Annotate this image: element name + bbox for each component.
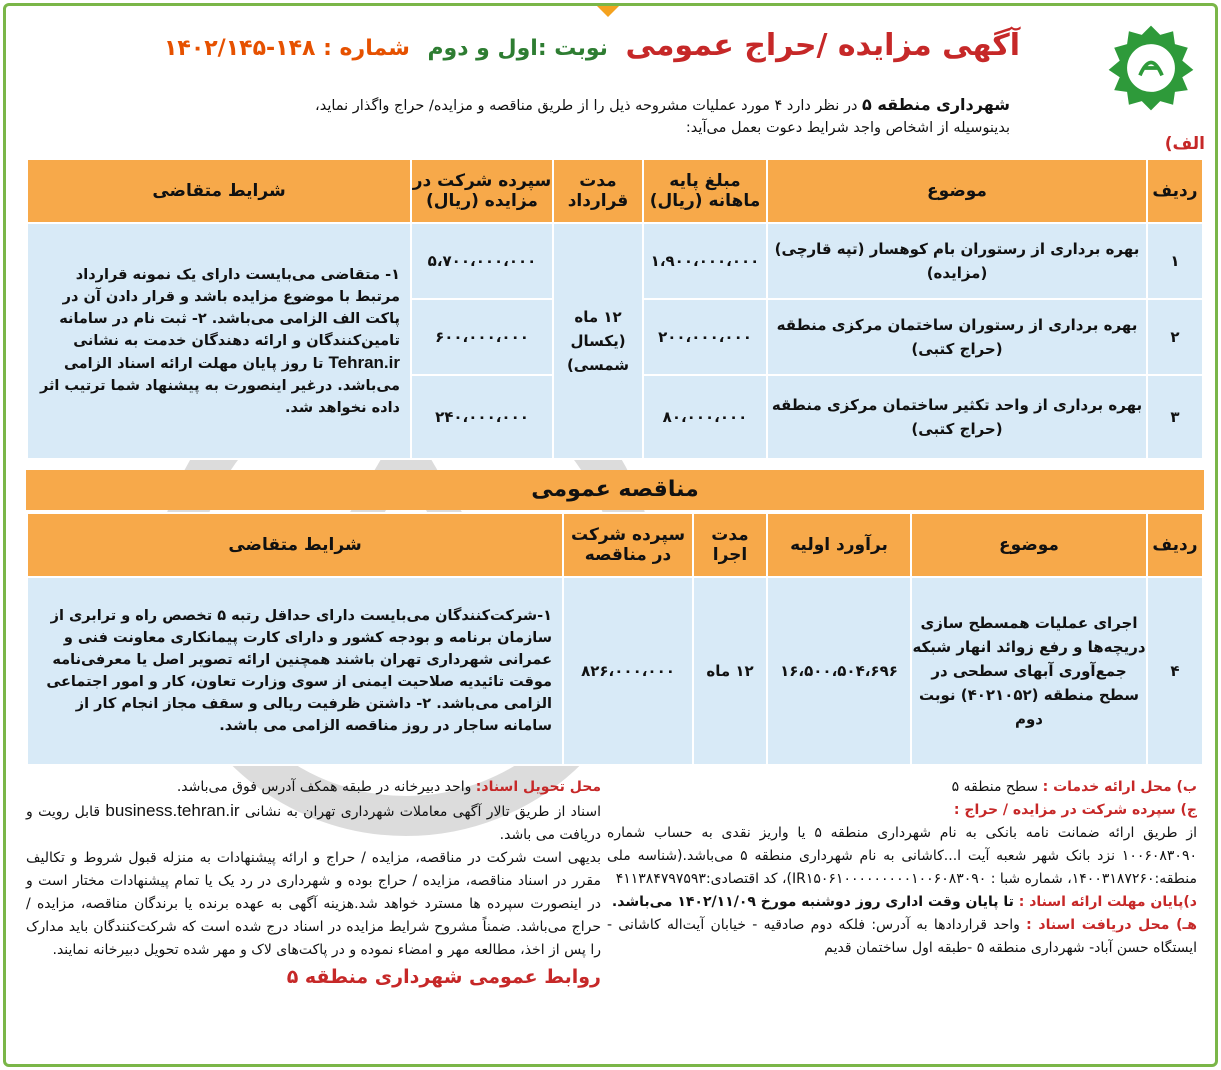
header-conditions: شرایط متقاضی — [27, 513, 563, 577]
row-base-price: ۲۰۰،۰۰۰،۰۰۰ — [643, 299, 767, 375]
service-location-label: ب) محل ارائه خدمات : — [1042, 779, 1197, 795]
docs-delivery-text: واحد دبیرخانه در طبقه همکف آدرس فوق می‌باشد. — [176, 779, 476, 795]
header-row-no: ردیف — [1147, 159, 1203, 223]
header-base-price: مبلغ پایه ماهانه (ریال) — [643, 159, 767, 223]
ad-title-row — [164, 28, 1020, 63]
header-deposit: سپرده شرکت در مناقصه — [563, 513, 693, 577]
deposit-label: ج) سپرده شرکت در مزایده / حراج : — [953, 802, 1197, 818]
details-right-column — [607, 776, 1197, 960]
auction-header-row — [27, 159, 1203, 223]
condition-1: ۱- متقاضی می‌بایست دارای یک نمونه قرارداد مرتبط با موضوع مزایده باشد و قرار دادن آن در پاکت الف الزامی می‌باشد. — [62, 266, 400, 327]
deadline-label: د)پایان مهلت ارائه اسناد : — [1013, 894, 1197, 910]
row-deposit: ۵،۷۰۰،۰۰۰،۰۰۰ — [411, 223, 553, 299]
header-deposit: سپرده شرکت در مزایده (ریال) — [411, 159, 553, 223]
tender-table — [26, 512, 1204, 766]
ad-number: شماره : ۱۴۸-۱۴۰۲/۱۴۵ — [163, 36, 410, 61]
deposit-text: از طریق ارائه ضمانت نامه بانکی به نام شهرداری منطقه ۵ یا واریز نقدی به حساب شماره ۱۰۰۶۰۸۳۰۹۰ نزد بانک شهر شعبه آیت ا...کاشانی به نام شهرداری منطقه ۵ می‌باشد.(شناسه ملی منطقه:۱۴۰۰۳۱۸۷۲۶۰، شماره شبا : IR۱۵۰۶۱۰۰۰۰۰۰۰۰۰۱۰۰۶۰۸۳۰۹۰)، کد اقتصادی:۴۱۱۳۸۴۷۹۷۵۹۳ — [607, 825, 1197, 887]
row-number: ۱ — [1147, 223, 1203, 299]
header-subject: موضوع — [767, 159, 1147, 223]
tehran-municipality-logo — [1105, 22, 1197, 114]
ad-round: نوبت :اول و دوم — [427, 36, 608, 61]
docs-access-text-end: قابل رویت و دریافت می باشد. — [26, 804, 601, 843]
header-conditions: شرایط متقاضی — [27, 159, 411, 223]
row-subject: اجرای عملیات همسطح سازی دریچه‌ها و رفع زوائد انهار شبکه جمع‌آوری آبهای سطحی در سطح منطقه (۴۰۲۱۰۵۲) نوبت دوم — [911, 577, 1147, 765]
row-number: ۲ — [1147, 299, 1203, 375]
tender-conditions: ۱-شرکت‌کنندگان می‌بایست دارای حداقل رتبه ۵ تخصص راه و ترابری از سازمان برنامه و بودجه کشور و دارای کارت پیمانکاری معاونت فنی و عمرانی شهرداری تهران باشند همچنین ارائه تصویر اصل یا معرفی‌نامه موقت تائیدیه صلاحیت ایمنی از سوی وزارت تعاون، کار و امور اجتماعی الزامی می‌باشد. ۲- داشتن ظرفیت ریالی و سقف مجاز انجام کار از سامانه ساجار در روز مناقصه الزامی می باشد. — [27, 577, 563, 765]
header-estimate: برآورد اولیه — [767, 513, 911, 577]
header-duration: مدت قرارداد — [553, 159, 643, 223]
intro-line-2: بدینوسیله از اشخاص واجد شرایط دعوت بعمل می‌آید: — [685, 120, 1010, 136]
docs-delivery-label: محل تحویل اسناد: — [475, 779, 601, 795]
terms-text: بدیهی است شرکت در مناقصه، مزایده / حراج و ارائه پیشنهادات به منزله قبول شروط و تکالیف مقرر در اسناد مناقصه، مزایده / حراج بوده و شهرداری در رد یک یا تمام پیشنهادات مختار است و در اینصورت سپرده ها مسترد خواهد شد.هزینه آگهی به عهده برنده یا برندگان مناقصه، مزایده / حراج می‌باشد. ضمناً مشروح شرایط مزایده در اسناد درج شده است که شرکت‌کنندگان باید مدارک را پس از اخذ، مطالعه مهر و امضاء نموده و در پاکت‌های لاک و مهر شده تحویل دبیرخانه نمایند. — [26, 850, 601, 958]
ad-title: آگهی مزایده /حراج عمومی — [625, 28, 1020, 63]
service-location-text: سطح منطقه ۵ — [951, 779, 1043, 795]
row-number: ۴ — [1147, 577, 1203, 765]
docs-access-text: اسناد از طریق تالار آگهی معاملات شهرداری تهران به نشانی — [239, 804, 602, 820]
docs-receipt-text: واحد قراردادها به آدرس: فلکه دوم صادقیه - خیابان آیت‌اله کاشانی - ایستگاه حسن آباد- شهرداری منطقه ۵ -طبقه اول ساختمان قدیم — [607, 917, 1197, 956]
row-deposit: ۸۲۶،۰۰۰،۰۰۰ — [563, 577, 693, 765]
intro-line-1: در نظر دارد ۴ مورد عملیات مشروحه ذیل را از طریق مناقصه و مزایده/ حراج واگذار نماید، — [315, 98, 863, 114]
auction-conditions — [27, 223, 411, 459]
public-relations-footer: روابط عمومی شهرداری منطقه ۵ — [286, 966, 601, 988]
intro-text — [190, 94, 1010, 139]
row-subject: بهره برداری از رستوران ساختمان مرکزی منطقه (حراج کتبی) — [767, 299, 1147, 375]
ad-frame — [3, 3, 1218, 1067]
condition-2: ۲- ثبت نام در سامانه تامین‌کنندگان و ارائه دهندگان خدمت به نشانی — [59, 310, 400, 349]
row-number: ۳ — [1147, 375, 1203, 459]
section-alef-label: الف) — [1164, 134, 1205, 154]
header-duration: مدت اجرا — [693, 513, 767, 577]
row-duration: ۱۲ ماه — [693, 577, 767, 765]
details-left-column — [26, 776, 601, 989]
row-subject: بهره برداری از رستوران بام کوهسار (تپه قارچی) (مزایده) — [767, 223, 1147, 299]
top-notch-marker — [594, 3, 622, 17]
issuer-name: شهرداری منطقه ۵ — [862, 95, 1010, 114]
row-base-price: ۸۰،۰۰۰،۰۰۰ — [643, 375, 767, 459]
header-row-no: ردیف — [1147, 513, 1203, 577]
deadline-text: تا پایان وقت اداری روز دوشنبه مورخ ۱۴۰۲/۱۱/۰۹ می‌باشد. — [611, 894, 1014, 910]
row-subject: بهره برداری از واحد تکثیر ساختمان مرکزی منطقه (حراج کتبی) — [767, 375, 1147, 459]
row-estimate: ۱۶،۵۰۰،۵۰۴،۶۹۶ — [767, 577, 911, 765]
business-site-link[interactable]: business.tehran.ir — [105, 801, 240, 820]
table-row — [27, 223, 1203, 299]
tehran-site-link[interactable]: Tehran.ir — [328, 352, 400, 372]
condition-2-end: تا روز پایان مهلت ارائه اسناد الزامی می‌باشد. درغیر اینصورت به پیشنهاد شما ترتیب اثر داده نخواهد شد. — [39, 355, 400, 416]
contract-duration: ۱۲ ماه (یکسال شمسی) — [553, 223, 643, 459]
row-base-price: ۱،۹۰۰،۰۰۰،۰۰۰ — [643, 223, 767, 299]
header-subject: موضوع — [911, 513, 1147, 577]
auction-table — [26, 158, 1204, 460]
docs-receipt-label: هـ) محل دریافت اسناد : — [1026, 917, 1197, 933]
row-deposit: ۲۴۰،۰۰۰،۰۰۰ — [411, 375, 553, 459]
tender-header-row — [27, 513, 1203, 577]
row-deposit: ۶۰۰،۰۰۰،۰۰۰ — [411, 299, 553, 375]
table-row — [27, 577, 1203, 765]
tender-band: مناقصه عمومی — [26, 470, 1204, 510]
